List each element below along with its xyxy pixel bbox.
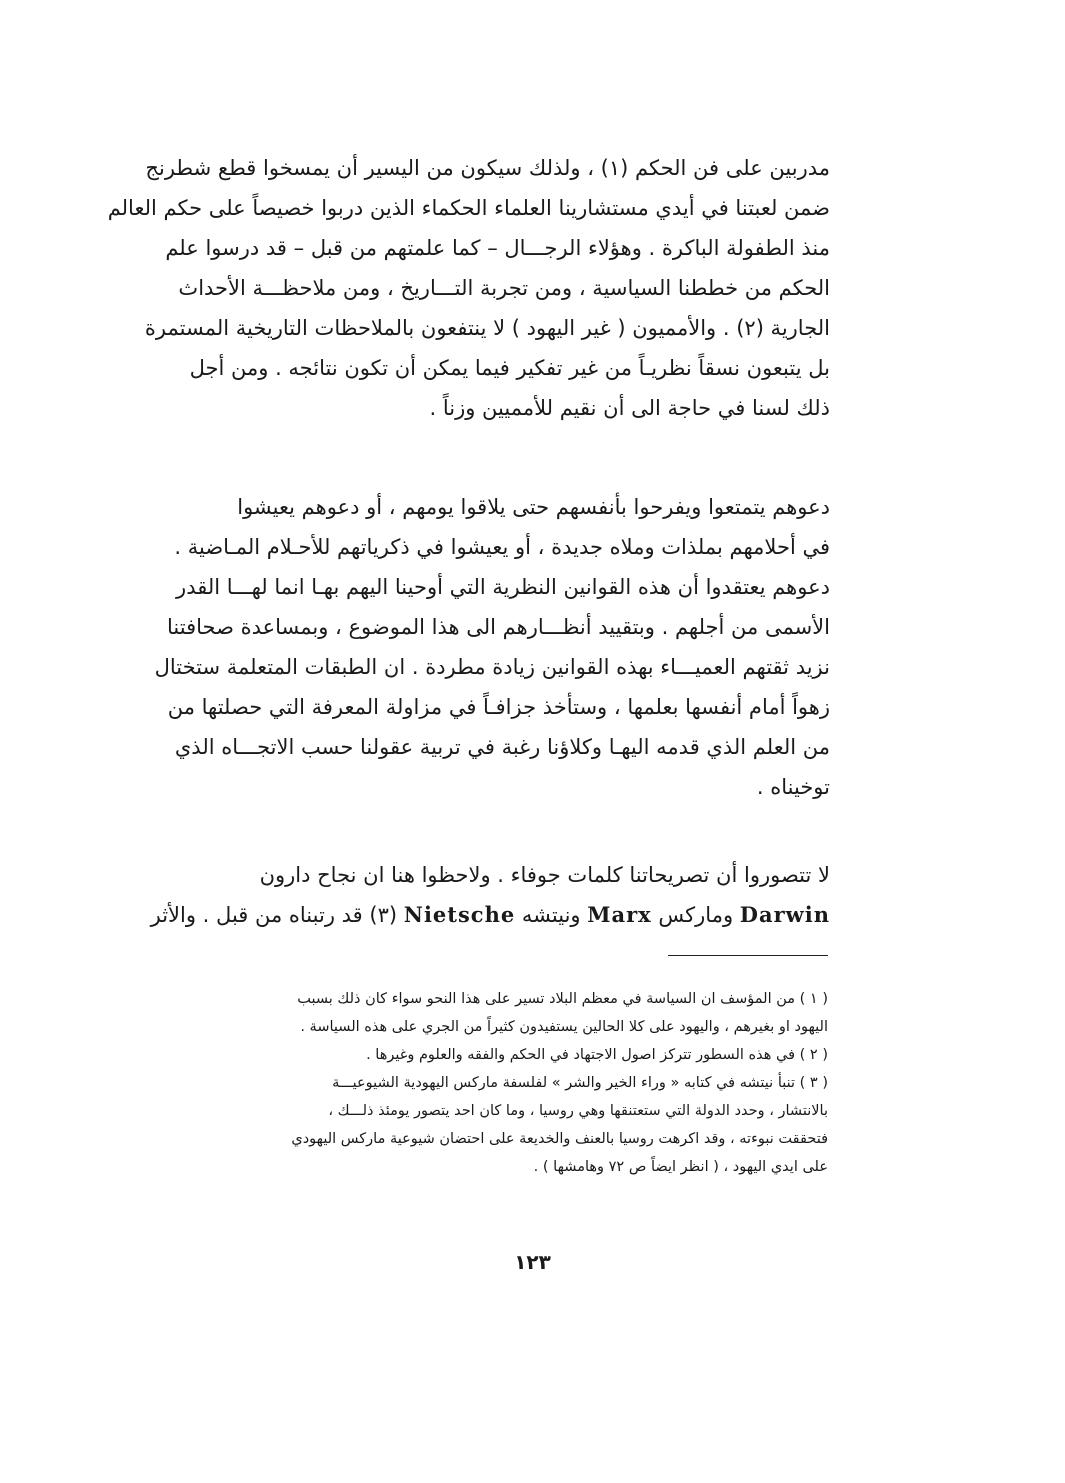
footnote-line: ( ١ ) من المؤسف ان السياسة في معظم البلاد تسير على هذا النحو سواء كان ذلك بسبب: [297, 991, 828, 1007]
arabic-segment: ونيتشه: [521, 903, 581, 927]
text-line: منذ الطفولة الباكرة . وهؤلاء الرجـــال – كما علمتهم من قبل – قد درسوا علم: [165, 236, 830, 260]
arabic-segment: (٣) قد رتبناه من قبل . والأثر: [150, 903, 398, 927]
footnote-line: بالانتشار ، وحدد الدولة التي ستعتنقها وهي روسيا ، وما كان احد يتصور يومئذ ذلـــك ،: [328, 1103, 828, 1119]
text-line: توخيناه .: [756, 775, 830, 799]
text-line: ضمن لعبتنا في أيدي مستشارينا العلماء الحكماء الذين دربوا خصيصاً على حكم العالم: [107, 196, 830, 220]
footnote-divider: [668, 955, 828, 956]
footnote-line: اليهود او بغيرهم ، واليهود على كلا الحالين يستفيدون كثيراً من الجري على هذه السياسة .: [300, 1019, 828, 1035]
text-line: في أحلامهم بملذات وملاه جديدة ، أو يعيشوا في ذكرياتهم للأحـلام المـاضية .: [174, 535, 830, 559]
footnote-line: ( ٣ ) تنبأ نيتشه في كتابه « وراء الخير والشر » لفلسفة ماركس اليهودية الشيوعيـــة: [332, 1075, 828, 1091]
footnote-2: [118, 1041, 828, 1069]
text-line: دعوهم يعتقدوا أن هذه القوانين النظرية التي أوحينا اليهم بهـا انما لهـــا القدر: [176, 575, 830, 599]
page-number: ١٢٣: [514, 1250, 551, 1274]
text-line: من العلم الذي قدمه اليهـا وكلاؤنا رغبة في تربية عقولنا حسب الاتجـــاه الذي: [174, 735, 830, 759]
paragraph-3: [100, 855, 830, 935]
text-line: زهواً أمام أنفسها بعلمها ، وستأخذ جزافـاً في مزاولة المعرفة التي حصلتها من: [167, 695, 830, 719]
text-line-mixed: [100, 895, 830, 935]
footnote-line: ( ٢ ) في هذه السطور تتركز اصول الاجتهاد في الحكم والفقه والعلوم وغيرها .: [366, 1047, 828, 1063]
footnote-line: على ايدي اليهود ، ( انظر ايضاً ص ٧٢ وهامشها ) .: [533, 1159, 828, 1175]
footnotes: [118, 985, 828, 1181]
text-line: الجارية (٢) . والأمميون ( غير اليهود ) لا ينتفعون بالملاحظات التاريخية المستمرة: [144, 316, 830, 340]
latin-name-marx: Marx: [587, 902, 652, 927]
footnote-3: [118, 1069, 828, 1181]
text-line: نزيد ثقتهم العميـــاء بهذه القوانين زيادة مطردة . ان الطبقات المتعلمة ستختال: [154, 655, 830, 679]
text-line: بل يتبعون نسقاً نظريـاً من غير تفكير فيما يمكن أن تكون نتائجه . ومن أجل: [189, 356, 830, 380]
latin-name-darwin: Darwin: [739, 902, 830, 927]
footnote-1: [118, 985, 828, 1041]
text-line: لا تتصوروا أن تصريحاتنا كلمات جوفاء . ولاحظوا هنا ان نجاح دارون: [259, 863, 830, 887]
arabic-segment: ومارکس: [658, 903, 734, 927]
text-line: الحكم من خططنا السياسية ، ومن تجربة التـــاريخ ، ومن ملاحظـــة الأحداث: [178, 276, 830, 300]
paragraph-1: [100, 148, 830, 428]
footnote-line: فتحققت نبوءته ، وقد اكرهت روسيا بالعنف والخديعة على احتضان شيوعية ماركس اليهودي: [291, 1131, 828, 1147]
text-line: الأسمى من أجلهم . وبتقييد أنظـــارهم الى هذا الموضوع ، وبمساعدة صحافتنا: [167, 615, 830, 639]
paragraph-2: [100, 487, 830, 807]
text-line: دعوهم يتمتعوا ويفرحوا بأنفسهم حتى يلاقوا يومهم ، أو دعوهم يعيشوا: [237, 495, 830, 519]
text-line: مدربين على فن الحكم (١) ، ولذلك سيكون من اليسير أن يمسخوا قطع شطرنج: [145, 156, 830, 180]
latin-name-nietzsche: Nietsche: [403, 902, 516, 927]
text-line: ذلك لسنا في حاجة الى أن نقيم للأمميين وزناً .: [429, 396, 830, 420]
